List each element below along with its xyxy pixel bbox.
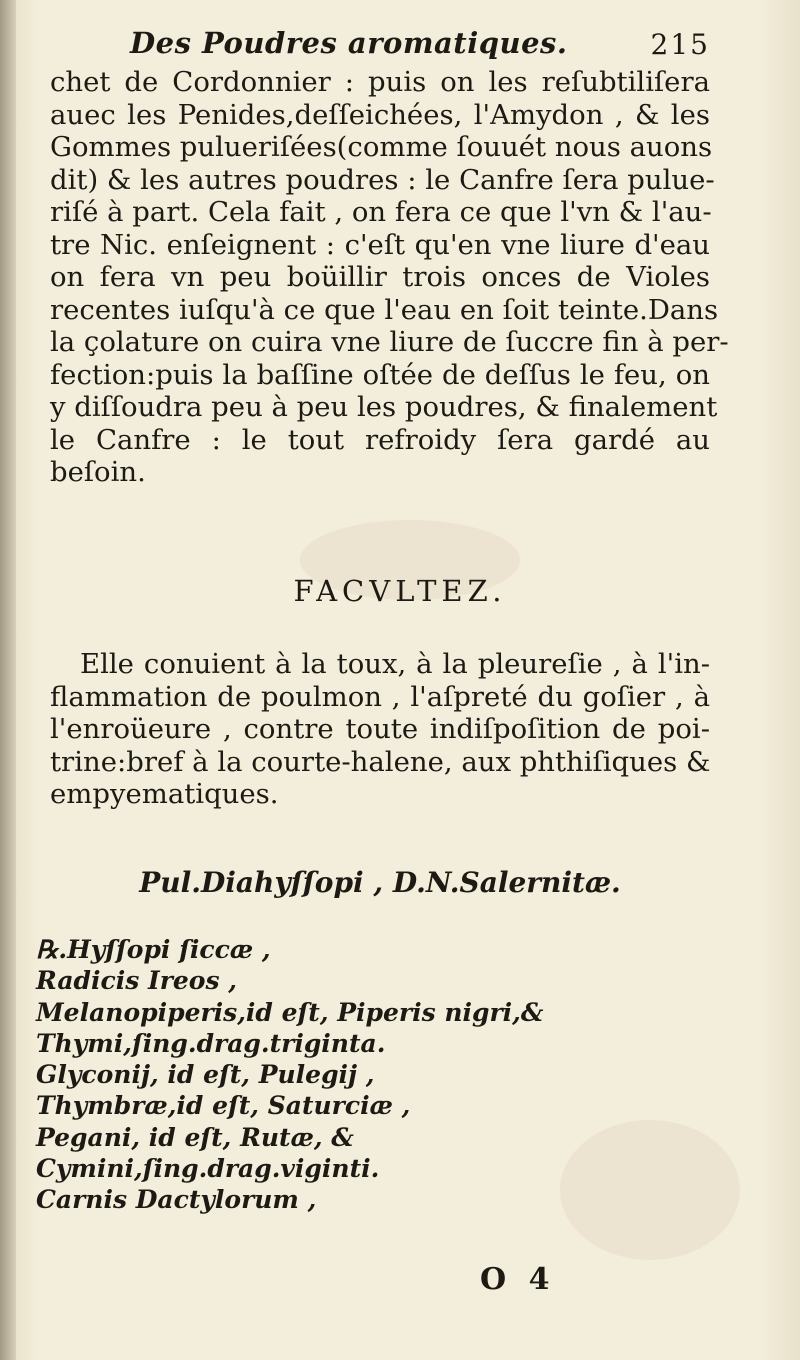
text-line: tre Nic. enſeignent : c'eſt qu'en vne liure d'eau bbox=[50, 228, 710, 261]
text-line: l'enroüeure , contre toute indiſpoſition de poi- bbox=[50, 713, 710, 745]
running-head-title: Des Poudres aromatiques. bbox=[130, 26, 568, 60]
text-line: on fera vn peu boüillir trois onces de Violes bbox=[50, 261, 710, 293]
text-line: Elle conuient à la toux, à la pleureſie , à l'in- bbox=[80, 648, 710, 680]
text-line: Gommes pulueriſées(comme ſouuét nous auons bbox=[50, 131, 713, 163]
recipe-line: Cymini,ſing.drag.viginti. bbox=[36, 1154, 380, 1184]
signature-mark: O 4 bbox=[480, 1262, 556, 1297]
recipe-line: Glyconij, id eſt, Pulegij , bbox=[36, 1060, 375, 1090]
recipe-line: Melanopiperis,id eſt, Piperis nigri,& bbox=[36, 997, 544, 1027]
text-line: recentes iuſqu'à ce que l'eau en ſoit teinte.Dans bbox=[50, 293, 719, 326]
text-line: le Canfre : le tout refroidy ſera gardé au bbox=[50, 423, 710, 456]
facultez-paragraph bbox=[50, 648, 710, 811]
body-paragraph bbox=[50, 66, 729, 489]
recipe-line: Radicis Ireos , bbox=[36, 966, 237, 996]
text-line: beſoin. bbox=[50, 456, 146, 488]
text-line: y diſſoudra peu à peu les poudres, & finalement bbox=[50, 391, 718, 423]
recipe-line: Pegani, id eſt, Rutæ, & bbox=[36, 1122, 354, 1152]
text-line: riſé à part. Cela fait , on fera ce que l'vn & l'au- bbox=[50, 196, 712, 228]
page-gutter bbox=[0, 0, 16, 1360]
text-line: auec les Penides,deſſeichées, l'Amydon , & les bbox=[50, 98, 710, 131]
page-number: 215 bbox=[650, 28, 710, 61]
text-line: fection:puis la baſſine oſtée de deſſus le feu, on bbox=[50, 358, 710, 391]
text-line: empyematiques. bbox=[50, 778, 279, 810]
text-line: trine:bref à la courte-halene, aux phthiſiques & bbox=[50, 745, 711, 778]
text-line: flammation de poulmon , l'aſpreté du goſier , à bbox=[50, 680, 710, 713]
running-head bbox=[50, 26, 710, 66]
recipe-line: Carnis Dactylorum , bbox=[36, 1185, 317, 1215]
section-heading: FACVLTEZ. bbox=[293, 574, 507, 608]
text-line: la çolature on cuira vne liure de ſuccre fin à per- bbox=[50, 326, 729, 358]
recipe-title: Pul.Diahyſſopi , D.N.Salernitæ. bbox=[139, 866, 621, 899]
recipe-line: Thymi,ſing.drag.triginta. bbox=[36, 1028, 386, 1058]
recipe-line: ℞.Hyſſopi ſiccæ , bbox=[36, 935, 271, 964]
recipe-list bbox=[36, 934, 696, 1216]
recipe-line: Thymbræ,id eſt, Saturciæ , bbox=[36, 1091, 411, 1121]
text-line: chet de Cordonnier : puis on les reſubtiliſera bbox=[50, 66, 710, 98]
text-line: dit) & les autres poudres : le Canfre ſera pulue- bbox=[50, 163, 715, 196]
